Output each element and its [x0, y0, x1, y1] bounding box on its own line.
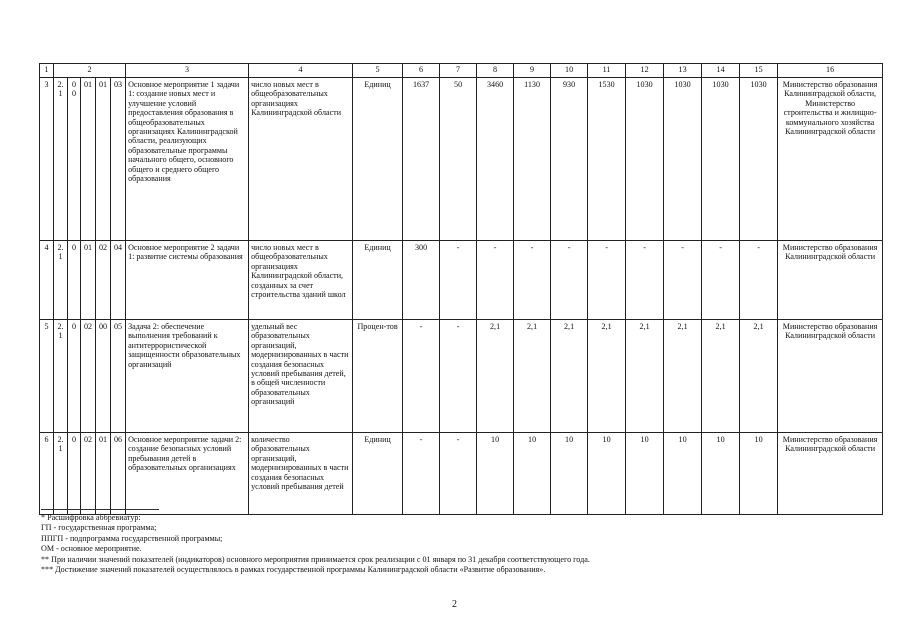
header-cell: 11: [588, 64, 626, 78]
indicator-value: -: [588, 241, 626, 320]
indicator-value: 10: [588, 433, 626, 515]
unit-of-measure: Единиц: [353, 241, 403, 320]
code-om: 01: [96, 78, 111, 241]
header-cell: 16: [778, 64, 883, 78]
indicator-table: [39, 63, 883, 515]
header-cell: 7: [440, 64, 477, 78]
row-number: 6: [40, 433, 54, 515]
indicator-value: 2,1: [626, 320, 664, 433]
header-cell: 3: [126, 64, 249, 78]
measure-name: Задача 2: обеспечение выполнения требований к антитеррористической защищенности образовательных организаций: [126, 320, 249, 433]
code-seq: 03: [111, 78, 126, 241]
row-number: 5: [40, 320, 54, 433]
code-om: 02: [96, 241, 111, 320]
indicator-value: 2,1: [588, 320, 626, 433]
indicator-value: 1637: [403, 78, 440, 241]
indicator-name: количество образовательных организаций, модернизированных в части создания безопасных условий пребывания детей: [249, 433, 353, 515]
indicator-value: -: [740, 241, 778, 320]
header-cell: 8: [477, 64, 514, 78]
footnote-line: ГП - государственная программа;: [41, 523, 157, 533]
code-om: 01: [96, 433, 111, 515]
indicator-value: 10: [477, 433, 514, 515]
code-ppgp: 0: [68, 241, 81, 320]
indicator-value: 1030: [626, 78, 664, 241]
code-gp: 2.1: [54, 78, 68, 241]
measure-name: Основное мероприятие задачи 2: создание безопасных условий пребывания детей в образовательных организациях: [126, 433, 249, 515]
code-gp: 2.1: [54, 320, 68, 433]
indicator-value: 1030: [740, 78, 778, 241]
indicator-value: 1130: [514, 78, 551, 241]
code-task: 01: [81, 241, 96, 320]
responsible-executor: Министерство образования Калининградской области: [778, 320, 883, 433]
footnotes: [41, 513, 861, 575]
indicator-value: -: [403, 320, 440, 433]
responsible-executor: Министерство образования Калининградской области: [778, 241, 883, 320]
code-task: 01: [81, 78, 96, 241]
indicator-name: удельный вес образовательных организаций, модернизированных в части создания безопасных условий пребывания детей, в общей численности образовательных организаций: [249, 320, 353, 433]
unit-of-measure: Процен-тов: [353, 320, 403, 433]
responsible-executor: Министерство образования Калининградской области: [778, 433, 883, 515]
code-ppgp: 0: [68, 433, 81, 515]
code-om: 00: [96, 320, 111, 433]
header-cell: 9: [514, 64, 551, 78]
measure-name: Основное мероприятие 1 задачи 1: создание новых мест и улучшение условий предоставления образования в общеобразовательных организациях Калининградской области, реализующих образовательные программы начального общего, основного общего и среднего общего образования: [126, 78, 249, 241]
code-gp: 2.1: [54, 241, 68, 320]
indicator-value: 50: [440, 78, 477, 241]
indicator-value: 10: [551, 433, 588, 515]
indicator-value: -: [440, 241, 477, 320]
header-cell: 4: [249, 64, 353, 78]
indicator-value: -: [514, 241, 551, 320]
indicator-value: -: [403, 433, 440, 515]
indicator-name: число новых мест в общеобразовательных организациях Калининградской области: [249, 78, 353, 241]
code-seq: 06: [111, 433, 126, 515]
indicator-value: -: [440, 433, 477, 515]
code-task: 02: [81, 320, 96, 433]
table-row: [40, 241, 883, 320]
indicator-value: 2,1: [664, 320, 702, 433]
indicator-value: 10: [514, 433, 551, 515]
header-cell: 14: [702, 64, 740, 78]
code-task: 02: [81, 433, 96, 515]
indicator-value: 2,1: [514, 320, 551, 433]
row-number: 4: [40, 241, 54, 320]
header-cell: 10: [551, 64, 588, 78]
indicator-value: -: [664, 241, 702, 320]
code-ppgp: 0: [68, 320, 81, 433]
indicator-value: 1030: [702, 78, 740, 241]
footnote-divider: [41, 509, 159, 510]
header-cell: 12: [626, 64, 664, 78]
unit-of-measure: Единиц: [353, 78, 403, 241]
indicator-value: -: [626, 241, 664, 320]
code-gp: 2.1: [54, 433, 68, 515]
table-row: [40, 320, 883, 433]
indicator-value: 10: [664, 433, 702, 515]
page-number: 2: [452, 599, 457, 610]
indicator-name: число новых мест в общеобразовательных организациях Калининградской области, созданных за счет строительства зданий школ: [249, 241, 353, 320]
code-ppgp: 00: [68, 78, 81, 241]
footnote-line: ОМ - основное мероприятие.: [41, 544, 142, 554]
indicator-value: -: [440, 320, 477, 433]
table-row: [40, 433, 883, 515]
indicator-value: 1530: [588, 78, 626, 241]
footnote-line: *** Достижение значений показателей осуществлялось в рамках государственной программы Калининградской области «Развитие образования».: [41, 565, 546, 575]
indicator-value: 10: [740, 433, 778, 515]
header-row: [40, 64, 883, 78]
indicator-value: 10: [702, 433, 740, 515]
footnote-line: * Расшифровка аббревиатур:: [41, 513, 141, 522]
table-row: [40, 78, 883, 241]
header-cell: 6: [403, 64, 440, 78]
indicator-value: -: [477, 241, 514, 320]
indicator-value: 10: [626, 433, 664, 515]
indicator-value: -: [551, 241, 588, 320]
row-number: 3: [40, 78, 54, 241]
indicator-value: 2,1: [702, 320, 740, 433]
header-cell: 5: [353, 64, 403, 78]
header-cell: 13: [664, 64, 702, 78]
header-cell: 15: [740, 64, 778, 78]
footnote-line: ** При наличии значений показателей (индикаторов) основного мероприятия принимается срок реализации с 01 января по 31 декабря соответствующего года.: [41, 554, 590, 564]
header-cell: 2: [54, 64, 126, 78]
code-seq: 04: [111, 241, 126, 320]
unit-of-measure: Единиц: [353, 433, 403, 515]
header-cell: 1: [40, 64, 54, 78]
indicator-value: 300: [403, 241, 440, 320]
indicator-value: -: [702, 241, 740, 320]
indicator-value: 2,1: [740, 320, 778, 433]
measure-name: Основное мероприятие 2 задачи 1: развитие системы образования: [126, 241, 249, 320]
footnote-line: ППГП - подпрограмма государственной программы;: [41, 533, 223, 543]
indicator-value: 1030: [664, 78, 702, 241]
responsible-executor: Министерство образования Калининградской области, Министерство строительства и жилищно-коммунального хозяйства Калининградской области: [778, 78, 883, 241]
indicator-value: 2,1: [477, 320, 514, 433]
indicator-value: 930: [551, 78, 588, 241]
code-seq: 05: [111, 320, 126, 433]
indicator-value: 3460: [477, 78, 514, 241]
indicator-value: 2,1: [551, 320, 588, 433]
